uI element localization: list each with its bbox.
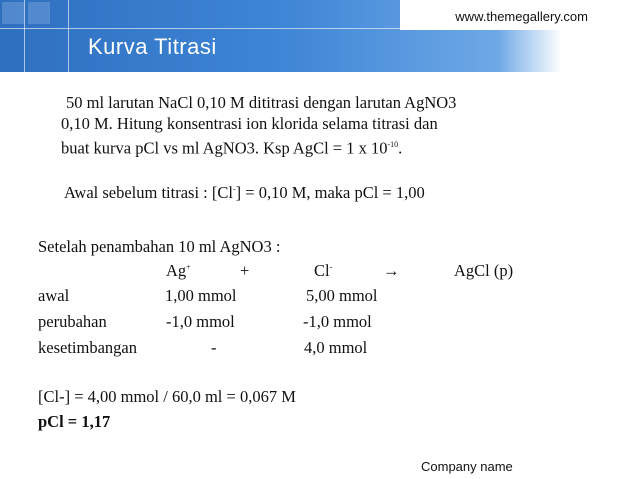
row-label: perubahan xyxy=(38,312,107,331)
company-name: Company name xyxy=(421,459,513,474)
deco-square xyxy=(2,2,24,24)
table-row xyxy=(0,338,638,360)
product-agcl: AgCl (p) xyxy=(454,261,514,280)
row-ag-value: -1,0 mmol xyxy=(166,312,235,331)
row-ag-value: - xyxy=(211,338,217,357)
table-row xyxy=(0,286,638,308)
problem-line-3: buat kurva pCl vs ml AgNO3. Ksp AgCl = 1 x $10^{-10}$. xyxy=(61,138,403,158)
chloride-concentration: [Cl-] = 4,00 mmol / 60,0 ml = 0,067 M xyxy=(38,387,296,406)
reactant-cl: Cl- xyxy=(314,261,333,280)
problem-statement xyxy=(61,92,604,159)
reactant-ag: Ag+ xyxy=(166,261,191,280)
reaction-equation xyxy=(0,261,638,283)
deco-line xyxy=(68,0,69,72)
row-label: awal xyxy=(38,286,70,305)
deco-line xyxy=(24,0,25,72)
ksp-exponent: -10 xyxy=(387,140,399,149)
after-heading: Setelah penambahan 10 ml AgNO3 : xyxy=(38,237,281,256)
row-cl-value: 5,00 mmol xyxy=(306,286,378,305)
row-cl-value: 4,0 mmol xyxy=(304,338,368,357)
deco-square xyxy=(28,2,50,24)
row-label: kesetimbangan xyxy=(38,338,137,357)
reaction-arrow: → xyxy=(383,261,400,280)
pcl-result: pCl = 1,17 xyxy=(38,412,111,431)
website-url: www.themegallery.com xyxy=(455,9,588,24)
decorative-squares xyxy=(0,0,70,30)
table-row xyxy=(0,312,638,334)
slide-header xyxy=(0,0,638,72)
plus-sign: + xyxy=(240,261,250,280)
problem-line-1: 50 ml larutan NaCl 0,10 M dititrasi dengan larutan AgNO3 xyxy=(66,93,457,112)
initial-condition: Awal sebelum titrasi : [Cl-] = 0,10 M, maka pCl = 1,00 xyxy=(64,183,425,202)
problem-line-2: 0,10 M. Hitung konsentrasi ion klorida selama titrasi dan xyxy=(61,114,438,133)
slide-title: Kurva Titrasi xyxy=(88,34,217,59)
row-cl-value: -1,0 mmol xyxy=(303,312,372,331)
row-ag-value: 1,00 mmol xyxy=(165,286,237,305)
